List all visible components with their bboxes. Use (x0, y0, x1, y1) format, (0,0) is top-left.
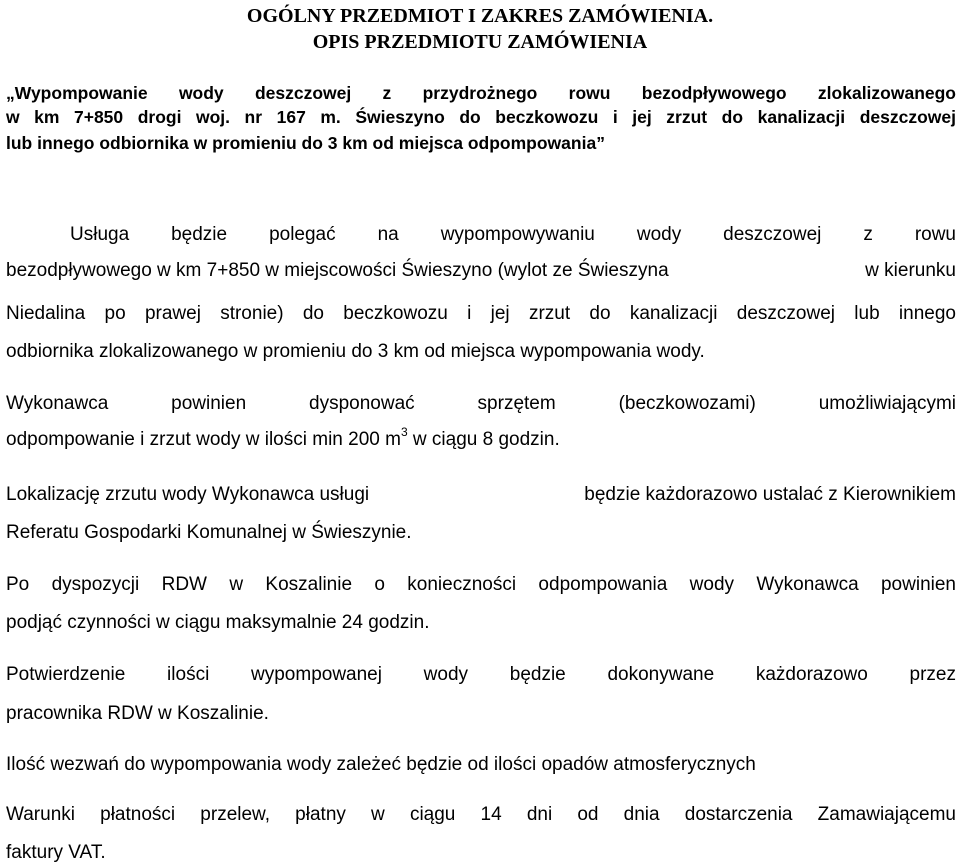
paragraph-1-line-2-end: w kierunku (865, 260, 956, 281)
paragraph-7-line-1: Warunki płatności przelew, płatny w ciągu 14 dni od dnia dostarczenia Zamawiającemu (6, 804, 956, 825)
subject-line-2: w km 7+850 drogi woj. nr 167 m. Świeszyno do beczkowozu i jej zrzut do kanalizacji deszczowej (6, 107, 956, 127)
paragraph-1-line-1: Usługa będzie polegać na wypompowywaniu wody deszczowej z rowu (70, 224, 956, 245)
document-heading-line-2: OPIS PRZEDMIOTU ZAMÓWIENIA (312, 31, 648, 53)
cubic-exponent: 3 (400, 424, 408, 439)
paragraph-1-line-2 (6, 259, 956, 283)
paragraph-2-line-2-tail: w ciągu 8 godzin. (407, 429, 560, 450)
subject-line-3: lub innego odbiornika w promieniu do 3 km od miejsca odpompowania” (6, 133, 605, 153)
paragraph-6-line-1: Ilość wezwań do wypompowania wody zależeć będzie od ilości opadów atmosferycznych (6, 754, 756, 775)
paragraph-7-line-2: faktury VAT. (6, 842, 106, 863)
paragraph-3-line-1-start: Lokalizację zrzutu wody Wykonawca usługi (6, 484, 370, 505)
paragraph-3-line-2: Referatu Gospodarki Komunalnej w Świeszynie. (6, 522, 412, 543)
paragraph-5-line-1: Potwierdzenie ilości wypompowanej wody będzie dokonywane każdorazowo przez (6, 664, 956, 685)
paragraph-4-line-2: podjąć czynności w ciągu maksymalnie 24 godzin. (6, 612, 430, 633)
paragraph-1-line-3: Niedalina po prawej stronie) do beczkowozu i jej zrzut do kanalizacji deszczowej lub innego (6, 303, 956, 324)
paragraph-3-line-1 (6, 483, 956, 507)
paragraph-5-line-2: pracownika RDW w Koszalinie. (6, 703, 269, 724)
paragraph-2-line-2 (6, 424, 956, 452)
paragraph-3-line-1-end: będzie każdorazowo ustalać z Kierownikiem (584, 484, 956, 505)
subject-line-1: „Wypompowanie wody deszczowej z przydrożnego rowu bezodpływowego zlokalizowanego (6, 83, 956, 103)
paragraph-4-line-1: Po dyspozycji RDW w Koszalinie o konieczności odpompowania wody Wykonawca powinien (6, 574, 956, 595)
paragraph-2-line-1: Wykonawca powinien dysponować sprzętem (beczkowozami) umożliwiającymi (6, 393, 956, 414)
paragraph-1-line-4: odbiornika zlokalizowanego w promieniu do 3 km od miejsca wypompowania wody. (6, 341, 705, 362)
paragraph-1-line-2-main: bezodpływowego w km 7+850 w miejscowości Świeszyno (wylot ze Świeszyna (6, 260, 669, 281)
document-heading-line-1: OGÓLNY PRZEDMIOT I ZAKRES ZAMÓWIENIA. (246, 5, 714, 27)
paragraph-2-line-2-text: odpompowanie i zrzut wody w ilości min 200 m (6, 429, 401, 450)
